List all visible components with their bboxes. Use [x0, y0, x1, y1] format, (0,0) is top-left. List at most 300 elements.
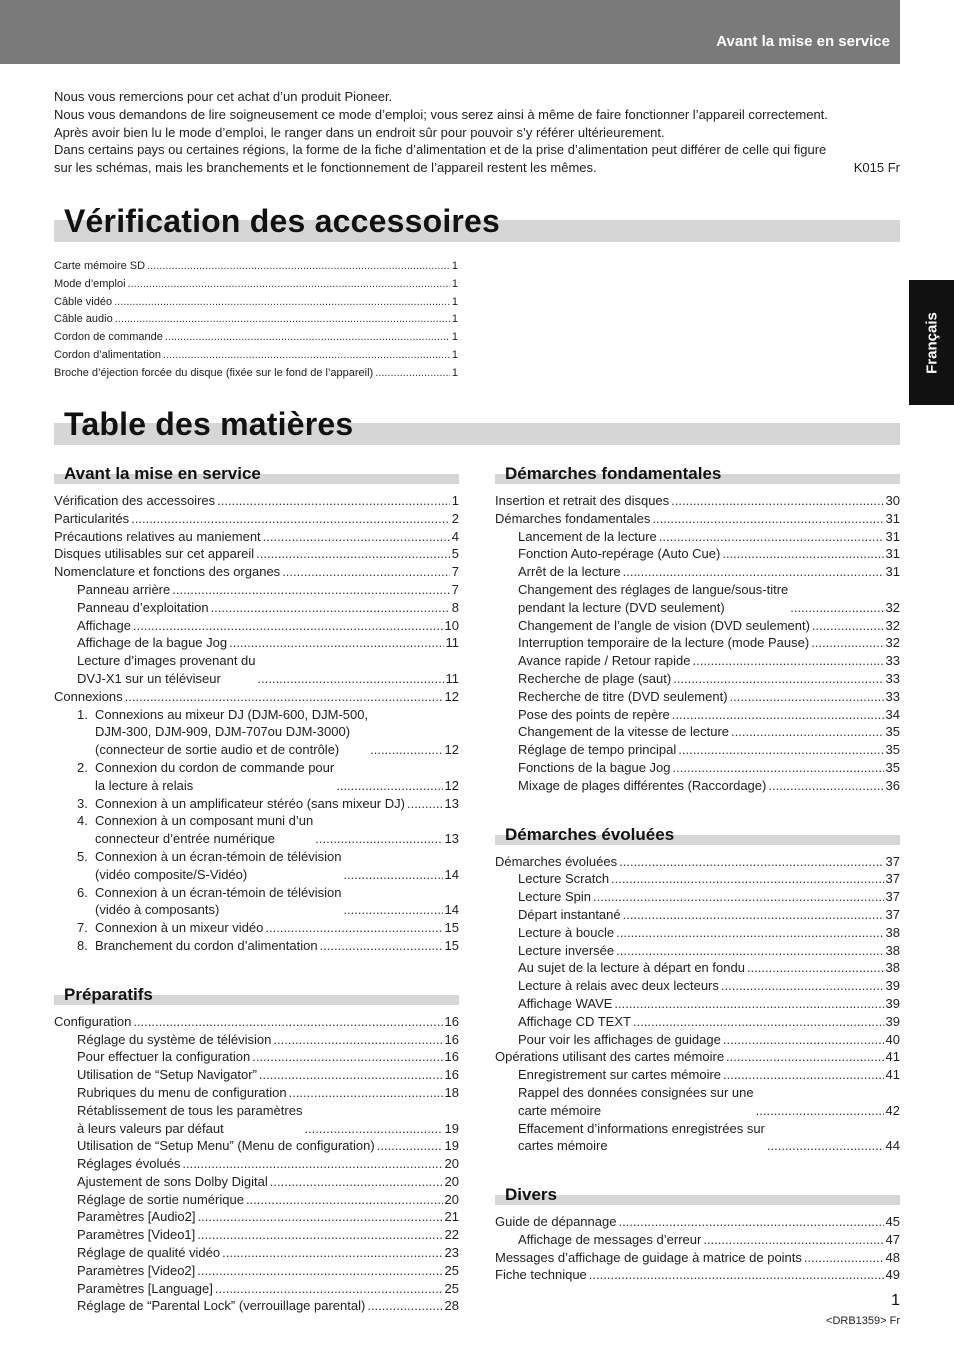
entry-label: Connexion à un amplificateur stéréo (sans mixeur DJ)	[95, 795, 405, 811]
intro-line: Nous vous remercions pour cet achat d’un produit Pioneer.	[54, 89, 393, 104]
leader-dots	[614, 995, 883, 1013]
leader-dots	[131, 510, 450, 528]
leader-dots	[252, 1048, 442, 1066]
leader-dots	[343, 901, 442, 919]
entry-page: 13	[444, 831, 459, 847]
entry-label: Guide de dépannage	[495, 1214, 617, 1230]
toc-left-column	[54, 456, 459, 1315]
toc-entry	[495, 688, 900, 706]
entry-page: 37	[885, 853, 900, 869]
leader-dots	[623, 563, 884, 581]
toc-entry	[495, 853, 900, 871]
toc-entry	[54, 848, 459, 884]
leader-dots	[811, 634, 883, 652]
toc-entry	[54, 884, 459, 920]
entry-label: Connexion du cordon de commande pour la lecture à relais	[95, 759, 335, 793]
accessories-list	[54, 258, 458, 383]
entry-page: 20	[444, 1156, 459, 1172]
toc-entry	[54, 1226, 459, 1244]
leader-dots	[259, 1066, 443, 1084]
entry-label: Arrêt de la lecture	[518, 564, 621, 580]
accessory-label: Cordon d’alimentation	[54, 348, 162, 361]
entry-number: 5.	[77, 848, 88, 864]
page-number: 1	[891, 1292, 900, 1309]
toc-entry	[54, 1297, 459, 1315]
accessory-qty: 1	[451, 366, 458, 379]
header-band	[0, 0, 900, 64]
leader-dots	[616, 942, 883, 960]
section-heading	[495, 456, 900, 484]
leader-dots	[182, 1155, 442, 1173]
numbered-label	[77, 848, 341, 884]
entry-page: 31	[885, 546, 900, 562]
entry-number: 2.	[77, 759, 88, 775]
toc-title: Table des matières	[64, 406, 354, 442]
leader-dots	[407, 795, 443, 813]
entry-page: 41	[885, 1067, 900, 1083]
leader-dots	[289, 1084, 443, 1102]
leader-dots	[723, 1066, 884, 1084]
entry-page: 19	[444, 1120, 459, 1136]
entry-label: Réglage de qualité vidéo	[77, 1245, 221, 1261]
leader-dots	[730, 688, 884, 706]
leader-dots	[623, 906, 884, 924]
accessory-qty: 1	[451, 295, 458, 308]
leader-dots	[633, 1013, 884, 1031]
toc-entry	[495, 924, 900, 942]
entry-label: Connexions au mixeur DJ (DJM-600, DJM-500, DJM-300, DJM-909, DJM-707ou DJM-3000) (connecteur de sortie audio et de contrôle)	[95, 706, 369, 758]
entry-page: 41	[885, 1049, 900, 1065]
entry-label: Particularités	[54, 510, 130, 526]
entry-page: 19	[444, 1138, 459, 1154]
leader-dots	[375, 365, 450, 383]
toc-entry	[495, 1120, 900, 1156]
entry-label: Lancement de la lecture	[518, 528, 657, 544]
toc-entry	[54, 545, 459, 563]
entry-page: 7	[451, 581, 459, 597]
document-code: <DRB1359> Fr	[826, 1315, 900, 1327]
toc-entry	[495, 723, 900, 741]
entry-page: 32	[885, 617, 900, 633]
accessory-item	[54, 294, 458, 312]
entry-label: Interruption temporaire de la lecture (mode Pause)	[518, 635, 810, 651]
toc-entry	[54, 1244, 459, 1262]
entry-label: Mixage de plages différentes (Raccordage)	[518, 777, 767, 793]
toc-entry	[495, 1231, 900, 1249]
entry-label: Lecture à boucle	[518, 924, 615, 940]
entry-page: 16	[444, 1067, 459, 1083]
entry-page: 35	[885, 742, 900, 758]
language-tab	[909, 280, 954, 405]
leader-dots	[147, 258, 450, 276]
leader-dots	[246, 1191, 443, 1209]
accessory-label: Mode d’emploi	[54, 277, 126, 290]
entry-page: 35	[885, 759, 900, 775]
leader-dots	[320, 937, 443, 955]
entry-label: Configuration	[54, 1013, 132, 1029]
section-title: Démarches fondamentales	[505, 464, 722, 483]
entry-number: 6.	[77, 884, 88, 900]
entry-page: 37	[885, 889, 900, 905]
entry-page: 37	[885, 871, 900, 887]
entry-number: 4.	[77, 813, 88, 829]
leader-dots	[258, 670, 444, 688]
entry-page: 33	[885, 653, 900, 669]
toc-entry	[54, 652, 459, 688]
accessory-item	[54, 329, 458, 347]
leader-dots	[270, 1173, 443, 1191]
entry-label: Connexion à un mixeur vidéo	[95, 920, 264, 936]
accessory-qty: 1	[451, 331, 458, 344]
entry-number: 8.	[77, 937, 88, 953]
entry-page: 48	[885, 1249, 900, 1265]
entry-label: Changement de l’angle de vision (DVD seulement)	[518, 617, 810, 633]
leader-dots	[215, 1280, 443, 1298]
entry-label: Au sujet de la lecture à départ en fondu	[518, 960, 745, 976]
entry-page: 25	[444, 1262, 459, 1278]
entry-label: Affichage de messages d’erreur	[518, 1231, 702, 1247]
toc-entry	[54, 812, 459, 848]
toc-entry	[495, 581, 900, 617]
entry-label: Réglage de sortie numérique	[77, 1191, 244, 1207]
toc-list	[54, 492, 459, 955]
toc-entry	[54, 706, 459, 759]
entry-page: 44	[885, 1138, 900, 1154]
entry-label: Démarches fondamentales	[495, 510, 651, 526]
entry-label: Rappel des données consignées sur une carte mémoire	[518, 1084, 754, 1118]
accessory-qty: 1	[451, 260, 458, 272]
entry-label: Précautions relatives au maniement	[54, 528, 261, 544]
leader-dots	[812, 617, 884, 635]
leader-dots	[265, 919, 442, 937]
entry-label: Réglage de tempo principal	[518, 742, 677, 758]
leader-dots	[229, 634, 443, 652]
leader-dots	[263, 528, 450, 546]
toc-entry	[495, 777, 900, 795]
toc-entry	[495, 759, 900, 777]
entry-page: 20	[444, 1173, 459, 1189]
leader-dots	[652, 510, 883, 528]
toc-entry	[54, 599, 459, 617]
toc-entry	[495, 492, 900, 510]
entry-label: Démarches évoluées	[495, 853, 618, 869]
toc-entry	[495, 942, 900, 960]
entry-label: Affichage CD TEXT	[518, 1013, 631, 1029]
leader-dots	[671, 492, 883, 510]
leader-dots	[282, 563, 450, 581]
toc-entry	[495, 1048, 900, 1066]
header-title: Avant la mise en service	[716, 33, 890, 50]
section-title: Avant la mise en service	[64, 464, 261, 483]
leader-dots	[222, 1244, 442, 1262]
accessory-qty: 1	[451, 313, 458, 326]
entry-page: 31	[885, 528, 900, 544]
leader-dots	[315, 830, 442, 848]
entry-label: Pose des points de repère	[518, 706, 670, 722]
numbered-label	[77, 706, 368, 759]
section-title: Divers	[505, 1185, 557, 1205]
accessory-label: Carte mémoire SD	[54, 260, 146, 272]
entry-page: 31	[885, 510, 900, 526]
toc-entry	[495, 1031, 900, 1049]
entry-page: 32	[885, 599, 900, 615]
entry-label: Réglages évolués	[77, 1156, 181, 1172]
entry-page: 14	[444, 866, 459, 882]
entry-label: Lecture à relais avec deux lecteurs	[518, 978, 719, 994]
entry-label: Rétablissement de tous les paramètres à leurs valeurs par défaut	[77, 1102, 303, 1136]
numbered-label	[77, 795, 405, 813]
toc-entry	[54, 1191, 459, 1209]
entry-page: 11	[445, 670, 459, 686]
intro-line: sur les schémas, mais les branchements et le fonctionnement de l’appareil restent les mêmes.	[54, 160, 597, 176]
section-gap	[495, 795, 900, 817]
toc-entry	[54, 688, 459, 706]
entry-label: Lecture Spin	[518, 889, 591, 905]
entry-page: 2	[451, 510, 459, 526]
entry-label: Départ instantané	[518, 906, 621, 922]
leader-dots	[367, 1297, 442, 1315]
leader-dots	[198, 1208, 443, 1226]
entry-label: Enregistrement sur cartes mémoire	[518, 1067, 722, 1083]
entry-page: 37	[885, 906, 900, 922]
leader-dots	[304, 1120, 442, 1138]
leader-dots	[128, 276, 450, 294]
toc-entry	[495, 510, 900, 528]
leader-dots	[343, 866, 442, 884]
entry-label: Connexions	[54, 688, 123, 704]
entry-page: 16	[444, 1049, 459, 1065]
leader-dots	[804, 1249, 884, 1267]
leader-dots	[133, 1013, 442, 1031]
entry-label: Utilisation de “Setup Navigator”	[77, 1067, 257, 1083]
leader-dots	[115, 311, 450, 329]
leader-dots	[673, 670, 883, 688]
entry-label: Vérification des accessoires	[54, 493, 216, 508]
entry-label: Messages d’affichage de guidage à matrice de points	[495, 1249, 802, 1265]
leader-dots	[593, 888, 884, 906]
section-heading	[54, 456, 459, 484]
entry-page: 12	[444, 777, 459, 793]
entry-page: 42	[885, 1102, 900, 1118]
leader-dots	[273, 1031, 442, 1049]
leader-dots	[678, 741, 883, 759]
entry-label: Effacement d’informations enregistrées sur cartes mémoire	[518, 1120, 765, 1154]
entry-page: 38	[885, 960, 900, 976]
entry-label: Insertion et retrait des disques	[495, 493, 670, 508]
accessory-label: Câble audio	[54, 313, 113, 326]
toc-entry	[54, 1173, 459, 1191]
entry-page: 4	[451, 528, 459, 544]
accessory-qty: 1	[451, 348, 458, 361]
entry-page: 5	[451, 546, 459, 562]
numbered-label	[77, 884, 341, 920]
toc-entry	[54, 795, 459, 813]
entry-label: Changement de la vitesse de lecture	[518, 724, 730, 740]
entry-page: 18	[444, 1084, 459, 1100]
toc-entry	[495, 1213, 900, 1231]
toc-entry	[495, 634, 900, 652]
entry-page: 7	[451, 564, 459, 580]
toc-entry	[54, 1280, 459, 1298]
toc-entry	[495, 1013, 900, 1031]
toc-entry	[54, 1262, 459, 1280]
toc-entry	[54, 510, 459, 528]
entry-page: 23	[444, 1245, 459, 1261]
leader-dots	[672, 706, 884, 724]
toc-entry	[495, 706, 900, 724]
entry-page: 38	[885, 942, 900, 958]
toc-right-column	[495, 456, 900, 1284]
entry-page: 15	[444, 937, 459, 953]
leader-dots	[172, 581, 450, 599]
toc-entry	[54, 1102, 459, 1138]
leader-dots	[589, 1266, 884, 1284]
leader-dots	[768, 777, 883, 795]
entry-label: Rubriques du menu de configuration	[77, 1084, 287, 1100]
entry-label: Fonction Auto-repérage (Auto Cue)	[518, 546, 721, 562]
toc-entry	[495, 741, 900, 759]
entry-label: Avance rapide / Retour rapide	[518, 653, 691, 669]
accessories-heading	[54, 182, 900, 242]
entry-page: 22	[444, 1227, 459, 1243]
leader-dots	[197, 1262, 442, 1280]
entry-label: Affichage de la bague Jog	[77, 635, 228, 651]
entry-label: Nomenclature et fonctions des organes	[54, 564, 281, 580]
toc-entry	[495, 888, 900, 906]
accessories-title: Vérification des accessoires	[64, 203, 501, 239]
toc-list	[54, 1013, 459, 1316]
accessory-label: Broche d’éjection forcée du disque (fixée sur le fond de l’appareil)	[54, 366, 374, 379]
numbered-label	[77, 937, 318, 955]
toc-entry	[495, 959, 900, 977]
language-tab-label: Français	[923, 311, 940, 374]
accessory-item	[54, 276, 458, 294]
toc-entry	[54, 1031, 459, 1049]
entry-number: 3.	[77, 795, 88, 811]
leader-dots	[611, 870, 883, 888]
entry-number: 1.	[77, 706, 88, 722]
leader-dots	[336, 777, 442, 795]
entry-page: 49	[885, 1267, 900, 1283]
entry-page: 45	[885, 1214, 900, 1230]
entry-page: 39	[885, 1013, 900, 1029]
leader-dots	[133, 617, 443, 635]
entry-label: Utilisation de “Setup Menu” (Menu de configuration)	[77, 1138, 375, 1154]
toc-entry	[54, 634, 459, 652]
toc-entry	[495, 995, 900, 1013]
entry-page: 16	[444, 1013, 459, 1029]
accessory-label: Câble vidéo	[54, 295, 113, 308]
entry-label: Réglage de “Parental Lock” (verrouillage parental)	[77, 1298, 366, 1314]
entry-label: Réglage du système de télévision	[77, 1031, 272, 1047]
leader-dots	[722, 545, 883, 563]
intro-line: Dans certains pays ou certaines régions, la forme de la fiche d’alimentation et de la prise d’alimentation peut différer de celle qui figure	[54, 142, 827, 158]
entry-page: 8	[451, 599, 459, 615]
entry-label: Paramètres [Video1]	[77, 1227, 196, 1243]
entry-page: 31	[885, 564, 900, 580]
toc-entry	[54, 581, 459, 599]
entry-label: Affichage WAVE	[518, 995, 613, 1011]
leader-dots	[721, 977, 884, 995]
entry-page: 39	[885, 978, 900, 994]
toc-entry	[54, 617, 459, 635]
toc-entry	[54, 1155, 459, 1173]
entry-label: Connexion à un composant muni d’un connecteur d’entrée numérique	[95, 813, 314, 847]
leader-dots	[790, 599, 883, 617]
entry-page: 39	[885, 995, 900, 1011]
leader-dots	[616, 924, 883, 942]
section-gap	[54, 955, 459, 977]
toc-entry	[495, 563, 900, 581]
entry-page: 21	[444, 1209, 459, 1225]
entry-page: 35	[885, 724, 900, 740]
leader-dots	[125, 688, 443, 706]
leader-dots	[723, 1031, 884, 1049]
intro-paragraph	[54, 88, 900, 177]
section-gap	[495, 1155, 900, 1177]
toc-entry	[495, 652, 900, 670]
accessory-label: Cordon de commande	[54, 331, 163, 344]
entry-label: Paramètres [Language]	[77, 1280, 213, 1296]
entry-number: 7.	[77, 920, 88, 936]
entry-label: Changement des réglages de langue/sous-titre pendant la lecture (DVD seulement)	[518, 581, 789, 615]
entry-label: Disques utilisables sur cet appareil	[54, 546, 255, 562]
toc-entry	[495, 670, 900, 688]
entry-label: Paramètres [Video2]	[77, 1262, 196, 1278]
toc-list	[495, 492, 900, 795]
entry-page: 1	[451, 493, 459, 508]
numbered-label	[77, 919, 263, 937]
entry-page: 16	[444, 1031, 459, 1047]
toc-heading	[54, 385, 900, 445]
entry-page: 30	[885, 493, 900, 508]
entry-page: 36	[885, 777, 900, 793]
toc-entry	[54, 1208, 459, 1226]
entry-label: Connexion à un écran-témoin de télévision (vidéo à composants)	[95, 884, 342, 918]
entry-label: Pour voir les affichages de guidage	[518, 1031, 721, 1047]
entry-label: Panneau arrière	[77, 581, 171, 597]
numbered-label	[77, 812, 313, 848]
toc-entry	[495, 977, 900, 995]
leader-dots	[767, 1137, 884, 1155]
section-heading	[495, 1177, 900, 1205]
entry-label: Panneau d’exploitation	[77, 599, 209, 615]
entry-label: Pour effectuer la configuration	[77, 1049, 251, 1065]
leader-dots	[692, 652, 883, 670]
toc-entry	[54, 492, 459, 510]
leader-dots	[217, 492, 450, 510]
entry-label: Recherche de plage (saut)	[518, 670, 672, 686]
leader-dots	[163, 347, 450, 365]
toc-entry	[54, 1066, 459, 1084]
accessory-item	[54, 365, 458, 383]
entry-page: 12	[444, 742, 459, 758]
entry-page: 34	[885, 706, 900, 722]
entry-page: 14	[444, 902, 459, 918]
entry-page: 40	[885, 1031, 900, 1047]
leader-dots	[165, 329, 450, 347]
entry-label: Branchement du cordon d’alimentation	[95, 937, 318, 953]
toc-entry	[495, 906, 900, 924]
toc-entry	[54, 1013, 459, 1031]
intro-line: Nous vous demandons de lire soigneusement ce mode d’emploi; vous serez ainsi à même de faire fonctionner l’appareil correctement.	[54, 106, 828, 122]
entry-page: 10	[444, 617, 459, 633]
entry-page: 32	[885, 635, 900, 651]
entry-page: 20	[444, 1191, 459, 1207]
toc-entry	[495, 1266, 900, 1284]
leader-dots	[377, 1137, 443, 1155]
entry-label: Affichage	[77, 617, 131, 633]
